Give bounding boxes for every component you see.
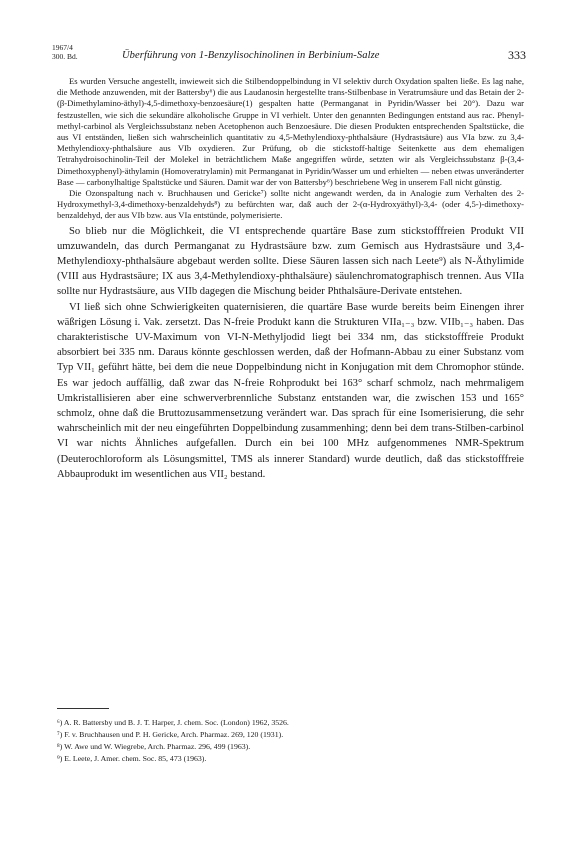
running-title: Überführung von 1-Benzylisochinolinen in Berbinium-Salze bbox=[122, 50, 380, 61]
footnote-item: ⁷) F. v. Bruchhausen und P. H. Gericke, Arch. Pharmaz. 269, 120 (1931). bbox=[57, 730, 284, 739]
paragraph-ozonolysis: Die Ozonspaltung nach v. Bruchhausen und Gericke⁷) sollte nicht angewandt werden, da in Analogie zum Verhalten des 2-Hydroxymethyl-3,4-dimethoxy-benzaldehyds⁸) zu befürchten war, daß auch der 2-(α-Hydroxyäthyl)-3,4- (oder 4,5-)-dimethoxy-benzaldehyd, der aus VIb bzw. aus VIa entstünde, polymerisierte. bbox=[57, 188, 524, 221]
paragraph-quaternary-base: So blieb nur die Möglichkeit, die VI entsprechende quartäre Base zum stickstofffreien Produkt VII umzuwandeln, das durch Permanganat zu Hydrastsäure bzw. zum Gemisch aus Hydrastsäure und 3,4-Methylendioxy-phthalsäure abgebaut werden sollte. Diese Säuren lassen sich nach Leete⁹) als N-Äthylimide (VIII aus Hydrastsäure; IX aus 3,4-Methylendioxy-phthalsäure) säulenchromatographisch trennen. Aus VIIa sollte nur Hydrastsäure, aus VIIb dagegen die Mischung beider Phthalsäure-Derivate entstehen. bbox=[57, 225, 524, 298]
page-number: 333 bbox=[508, 48, 526, 62]
body-text bbox=[57, 76, 524, 482]
footnotes bbox=[57, 717, 524, 765]
paragraph-hofmann-degradation: VI ließ sich ohne Schwierigkeiten quaternisieren, die quartäre Base wurde bereits beim Einengen ihrer wäßrigen Lösung i. Vak. zersetzt. Das N-freie Produkt kann die Strukturen VIIa₁₋₃ bzw. VIIb₁₋₃ haben. Das charakteristische UV-Maximum von VI-N-Methyljodid liegt bei 334 nm, das stickstofffreie Produkt absorbiert bei 335 nm. Daraus könnte geschlossen werden, daß der Hofmann-Abbau zu einer Substanz vom Typ VII₁ geführt hätte, bei dem die neue Doppelbindung nicht in Konjugation mit dem Chromophor stünde. Es war jedoch auffällig, daß zwar das N-freie Rohprodukt bei 163° scharf schmolz, nach mehrmaligem Umkristallisieren aber eine schwerverbrennliche Substanz entstanden war, die zwischen 153 und 165° schmolz, ohne daß die Bruttozusammensetzung verändert war. Das sprach für eine Isomerisierung, die sehr wahrscheinlich mit der neu eingeführten Doppelbindung zusammenhing; denn bei dem trans-Stilben-carbinol VI war nichts Ähnliches aufgefallen. Durch ein bei 100 MHz aufgenommenes NMR-Spektrum (Deuterochloroform als Lösungsmittel, TMS als innerer Standard) wurde deutlich, daß das stickstofffreie Abbauprodukt im wesentlichen aus VII₂ bestand. bbox=[57, 301, 524, 480]
paragraph-oxidation: Es wurden Versuche angestellt, inwieweit sich die Stilbendoppelbindung in VI selektiv durch Oxydation spalten ließe. Es lag nahe, die Methode anzuwenden, mit der Battersby⁶) die aus Laudanosin hergestellte trans-Stilbenbase in Veratrumsäure und das Betain der 2-(β-Dimethylamino-äthyl)-4,5-dimethoxy-benzoesäure(1) gespalten hatte (Permanganat in Pyridin/Wasser bei 20°). Dazu war festzustellen, wie sich die sekundäre alkoholische Gruppe in VI verhielt. Unter den genannten Bedingungen entstand aus rac. Phenyl-methyl-carbinol als Vergleichssubstanz neben Acetophenon auch Benzoesäure. Die diesen Produkten entsprechenden Spaltstücke, die aus VI entständen, ließen sich wahrscheinlich quantitativ zu 4,5-Methylendioxy-phthalsäure (Hydrastsäure) aus VIa bzw. zu 3,4-Methylendioxy-phthalsäure aus VIb oxydieren. Zur Prüfung, ob die stickstoff-haltige Seitenkette aus dem ehemaligen Tetrahydroisochinolin-Teil der Molekel in beträchtlichem Maße angegriffen würde, setzten wir als Vergleichssubstanz β-(3,4-Dimethoxyphenyl)-äthylamin (Homoveratrylamin) mit Permanganat in Pyridin/Wasser um und erhielten — neben etwas unveränderter Base — carbonylhaltige Spaltstücke und Säuren. Damit war der von Battersby⁶) beschriebene Weg in unserem Fall nicht günstig. bbox=[57, 76, 524, 187]
volume-year: 1967/4 bbox=[52, 43, 73, 52]
footnote-divider bbox=[57, 708, 109, 709]
page-header bbox=[52, 43, 526, 69]
footnote-item: ⁸) W. Awe und W. Wiegrebe, Arch. Pharmaz. 296, 499 (1963). bbox=[57, 742, 251, 751]
volume-band: 300. Bd. bbox=[52, 52, 78, 61]
footnote-item: ⁹) E. Leete, J. Amer. chem. Soc. 85, 473 (1963). bbox=[57, 754, 207, 763]
footnote-item: ⁶) A. R. Battersby und B. J. T. Harper, J. chem. Soc. (London) 1962, 3526. bbox=[57, 718, 289, 727]
volume-info bbox=[52, 43, 78, 61]
